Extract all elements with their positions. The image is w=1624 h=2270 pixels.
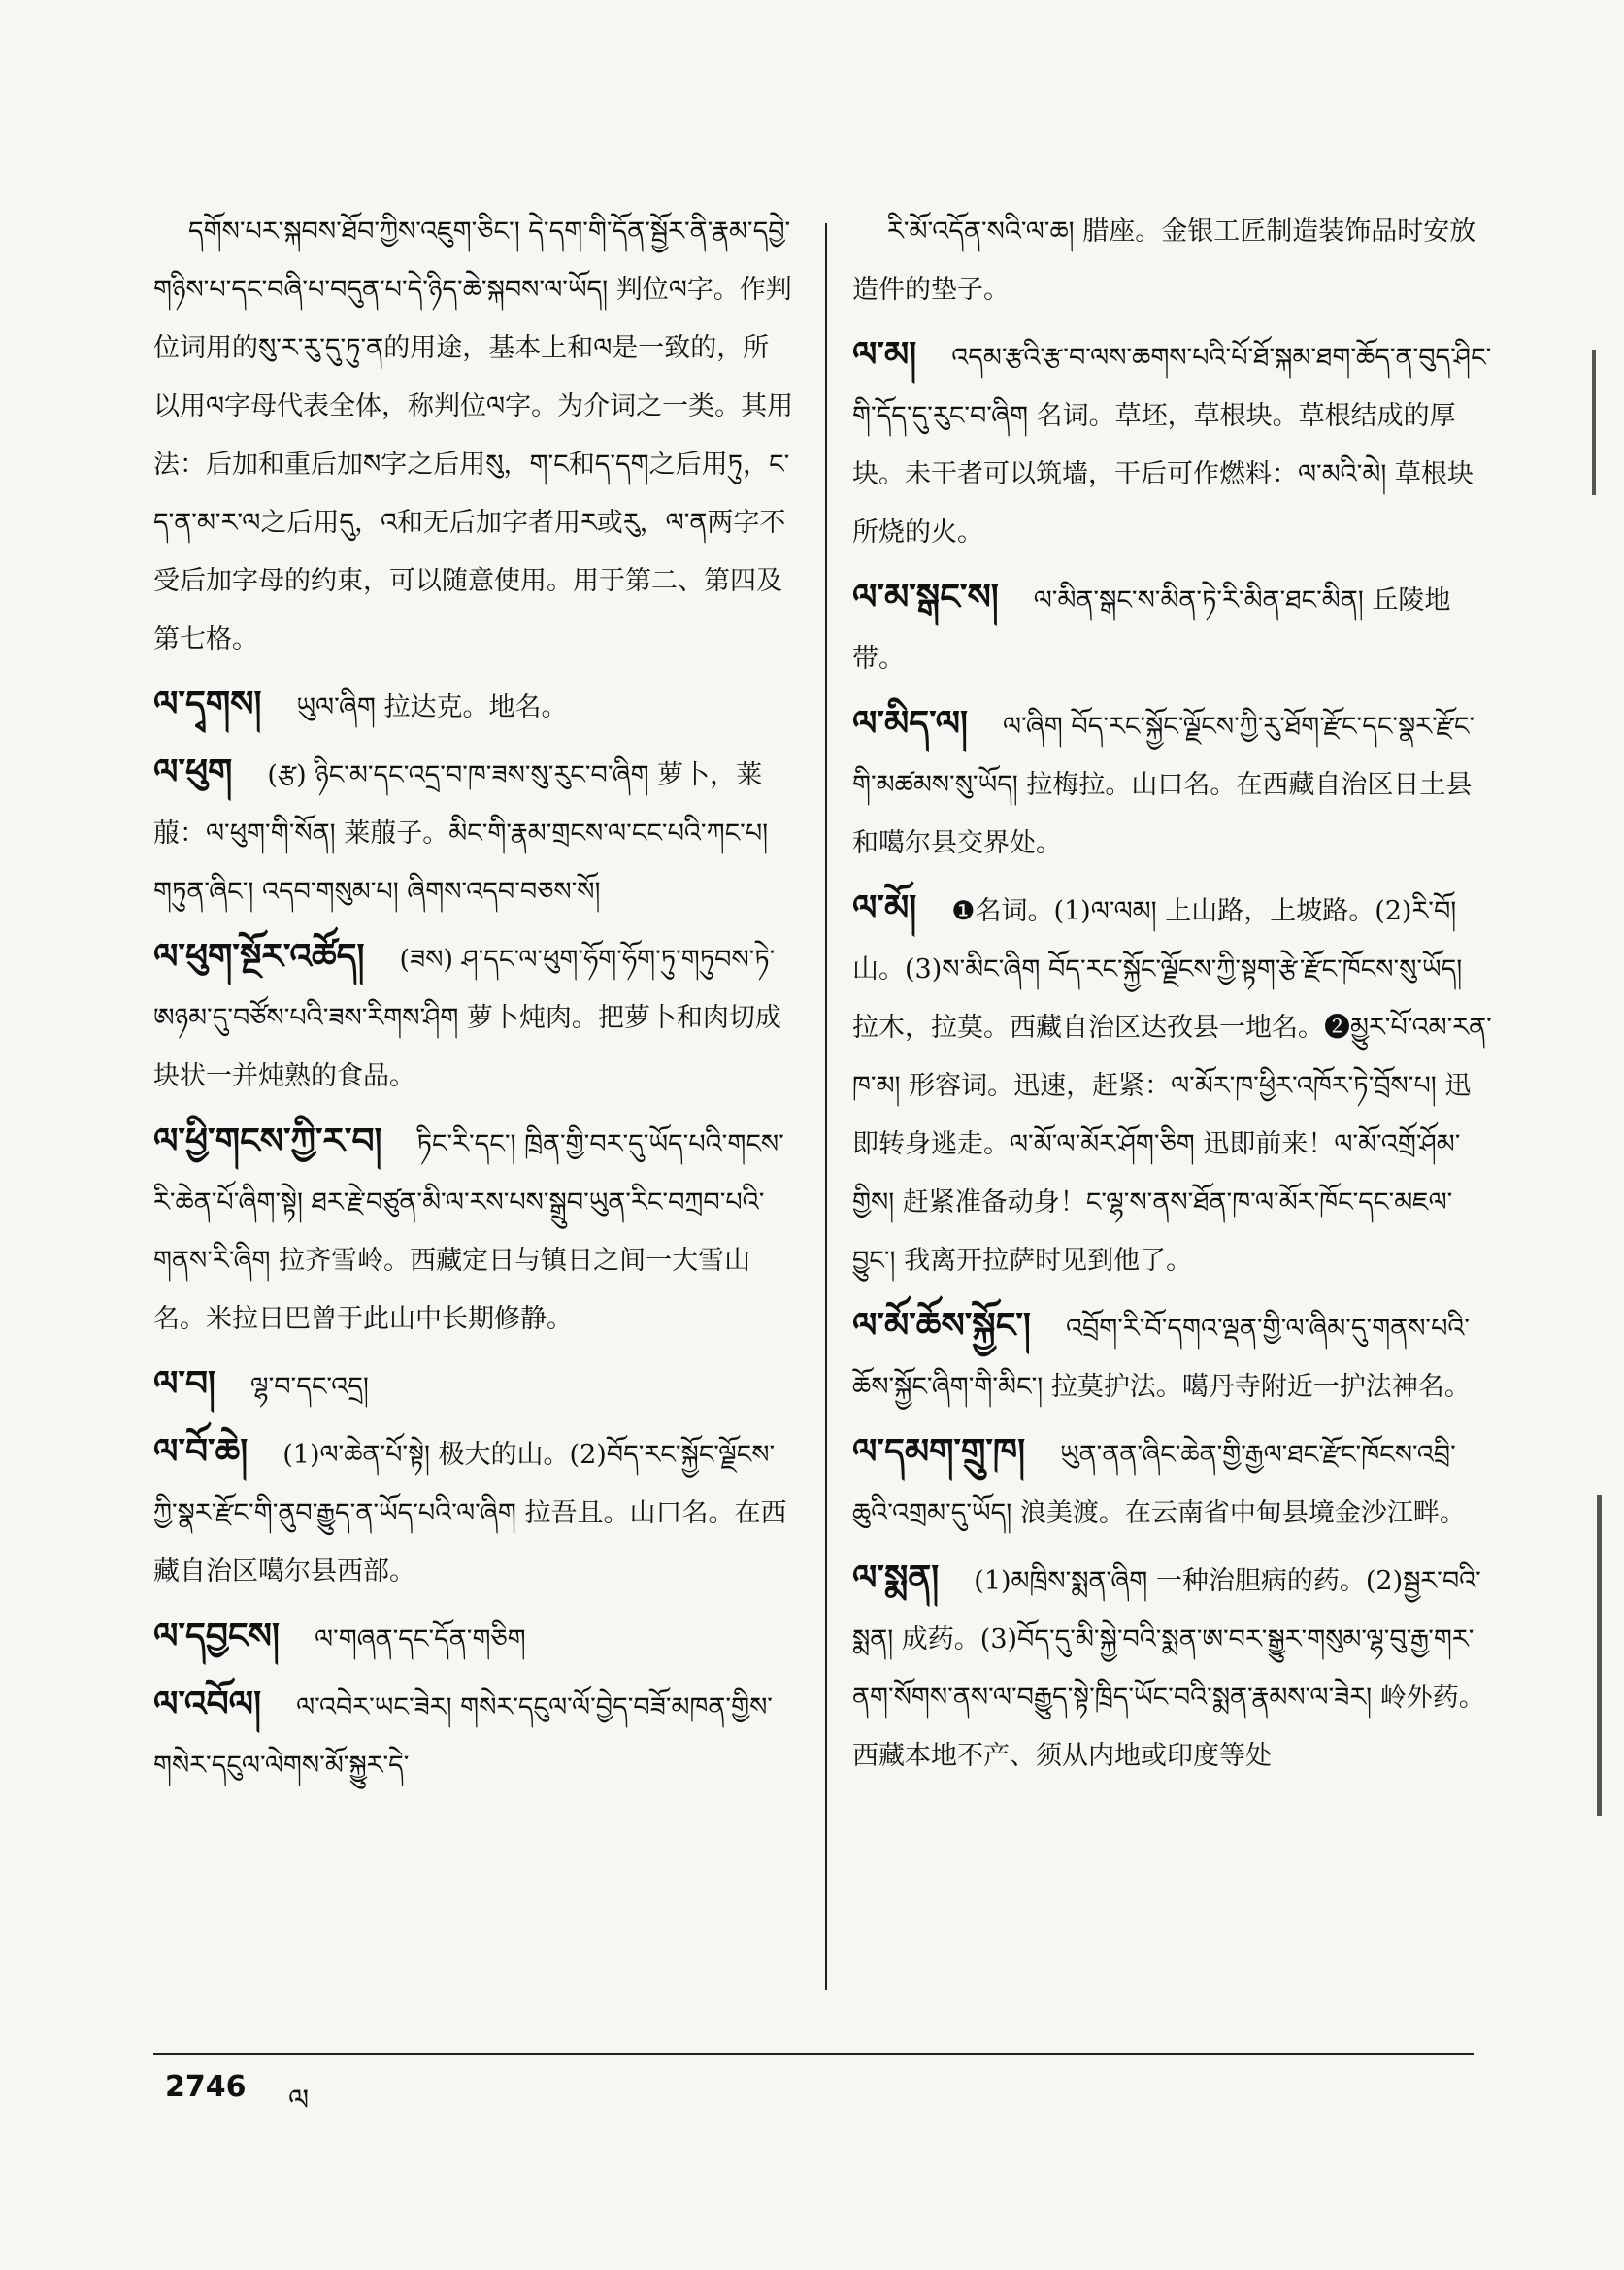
entry-text: (རྩ) ཉིང་མ་དང་འདྲ་བ་ཁ་ཟས་སུ་རུང་བ་ཞིག 萝卜，莱菔：ལ་ཕུག་གི་སོན། 莱菔子。མིང་གི་རྣམ་གྲངས་ལ་ངང་པའི་ཀང་པ། གཏུན་ཞིང་། འདབ་གསུམ་པ། ཞིགས་འདབ་བཅས་སོ། <box>153 760 769 907</box>
headword: ལ་ཕུག་སྔོར་འཚོད། <box>153 936 365 977</box>
entry-0 <box>153 199 794 669</box>
entry-text: ❶名词。(1)ལ་ལམ། 上山路，上坡路。(2)རི་བོ། 山。(3)ས་མིང་ཞིག བོད་རང་སྐྱོང་ལྗོངས་ཀྱི་སྟག་རྩེ་རྫོང་ཁོངས་སུ་ཡོད། 拉木，拉莫。西藏自治区达孜县一地名。❷མྱུར་པོ་འམ་རན་ཁ་མ། 形容词。迅速，赶紧：ལ་མོར་ཁ་ཕྱིར་འཁོར་ཏེ་བྲོས་པ། 迅即转身逃走。ལ་མོ་ལ་མོར་ཤོག་ཅིག 迅即前来！ལ་མོ་འགྲོ་ཤོམ་གྱིས། 赶紧准备动身！ང་ལྷ་ས་ནས་ཐོན་ཁ་ལ་མོར་ཁོང་དང་མཇལ་བྱུང་། 我离开拉萨时见到他了。 <box>852 896 1492 1276</box>
entry-6 <box>153 1422 794 1601</box>
entry-text: (ཟས) ཤ་དང་ལ་ཕུག་ཧོག་ཧོག་ཏུ་གཏུབས་ཏེ་ཨཉམ་དུ་བཙོས་པའི་ཟས་རིགས་ཤིག 萝卜炖肉。把萝卜和肉切成块状一并炖熟的食品。 <box>153 945 781 1091</box>
entry-text: ཏིང་རི་དང་། ཁྲིན་གྱི་བར་དུ་ཡོད་པའི་གངས་རི་ཆེན་པོ་ཞིག་སྟེ། ཐར་རྗེ་བཙུན་མི་ལ་རས་པས་སྒྲུབ་ཡུན་རིང་བཀྲབ་པའི་གནས་རི་ཞིག 拉齐雪岭。西藏定日与镇日之间一大雪山名。米拉日巴曾于此山中长期修静。 <box>153 1129 784 1334</box>
headword: ལ་མོ་ཆོས་སྐྱོང་། <box>852 1305 1031 1346</box>
section-letter: ལ <box>288 2084 310 2118</box>
entry-6 <box>852 1422 1493 1543</box>
headword: ལ་དམག་གྲུ་ཁ། <box>852 1431 1026 1472</box>
right-column <box>852 199 1493 1791</box>
entry-5 <box>153 1354 794 1417</box>
headword: ལ་ཕྱི་གངས་ཀྱི་ར་བ། <box>153 1120 382 1161</box>
headword: ལ་མོ། <box>852 887 917 928</box>
entry-text: (1)ལ་ཆེན་པོ་སྟེ། 极大的山。(2)བོད་རང་སྐྱོང་ལྗོངས་ཀྱི་སྣར་རྫོང་གི་ནུབ་རྒྱུད་ན་ཡོད་པའི་ལ་ཞིག 拉吾且。山口名。在西藏自治区噶尔县西部。 <box>153 1440 787 1586</box>
entry-2 <box>153 743 794 921</box>
entry-text: ཡུན་ནན་ཞིང་ཆེན་གྱི་རྒྱལ་ཐང་རྫོང་ཁོངས་འབྲི་ཆུའི་འགྲམ་དུ་ཡོད། 浪美渡。在云南省中甸县境金沙江畔。 <box>852 1440 1466 1528</box>
column-divider <box>825 223 827 1990</box>
entry-text: ལ་ཞིག བོད་རང་སྐྱོང་ལྗོངས་ཀྱི་རུ་ཐོག་རྫོང་དང་སྣར་རྫོང་གི་མཚམས་སུ་ཡོད། 拉梅拉。山口名。在西藏自治区日土县和噶尔县交界处。 <box>852 712 1475 858</box>
footer-rule <box>153 2053 1474 2055</box>
entry-5 <box>852 1296 1493 1417</box>
entry-0 <box>852 199 1493 319</box>
entry-text: ལ་གཞན་དང་དོན་གཅིག <box>314 1624 526 1654</box>
entry-text: ཡུལ་ཞིག 拉达克。地名。 <box>296 692 568 722</box>
entry-3 <box>852 694 1493 873</box>
headword: ལ་མིད་ལ། <box>852 703 968 744</box>
entry-text: ལྷ་བ་དང་འདྲ། <box>250 1372 369 1402</box>
entry-text: (1)མཁྲིས་སྨན་ཞིག 一种治胆病的药。(2)སྦྱར་བའི་སྨན། 成药。(3)བོད་དུ་མི་སྐྱེ་བའི་སྨན་ཨ་བར་སྒྱུར་གསུམ་ལྷ་བུ་རྒྱ་གར་ནག་སོགས་ནས་ལ་བརྒྱུད་སྟེ་ཁྲིད་ཡོང་བའི་སྨན་རྣམས་ལ་ཟེར། 岭外药。西藏本地不产、须从内地或印度等处 <box>852 1566 1485 1771</box>
left-column <box>153 199 794 1801</box>
entry-2 <box>852 568 1493 688</box>
entry-1 <box>852 325 1493 562</box>
entry-3 <box>153 927 794 1106</box>
entry-1 <box>153 675 794 737</box>
entry-7 <box>852 1549 1493 1786</box>
headword: ལ་མ་སྒང་ས། <box>852 577 999 618</box>
scan-edge-mark <box>1597 1495 1602 1816</box>
entry-text: ལ་འབེར་ཡང་ཟེར། གསེར་དངུལ་ལོ་བྱེད་བཟོ་མཁན་གྱིས་གསེར་དངུལ་ལེགས་མོ་སྐྱུར་དེ་ <box>153 1692 773 1781</box>
page-number: 2746 <box>165 2070 247 2104</box>
entry-text: རི་མོ་འདོན་སའི་ལ་ཆ། 腊座。金银工匠制造装饰品时安放造件的垫子。 <box>852 217 1476 305</box>
headword: ལ་ཕུག <box>153 751 233 792</box>
entry-text: འདམ་རྩའི་རྩ་བ་ལས་ཆགས་པའི་པོ་ཐོ་སྐམ་ཐག་ཆོད་ན་བུད་ཤིང་གི་དོད་དུ་རུང་བ་ཞིག 名词。草坯，草根块。草根结成的厚块。未干者可以筑墙，干后可作燃料：ལ་མའི་མེ། 草根块所烧的火。 <box>852 343 1492 548</box>
entry-4 <box>852 879 1493 1290</box>
scan-edge-mark <box>1592 350 1596 495</box>
entry-text: དགོས་པར་སྐབས་ཐོབ་ཀྱིས་འཇུག་ཅིང་། དེ་དག་གི་དོན་སྦྱོར་ནི་རྣམ་དབྱེ་གཉིས་པ་དང་བཞི་པ་བདུན་པ་དེ་ཉིད་ཆེ་སྐབས་ལ་ཡོད། 判位ལ字。作判位词用的སུ་ར་རུ་དུ་ཏུ་ན的用途，基本上和ལ是一致的，所以用ལ字母代表全体，称判位ལ字。为介词之一类。其用法：后加和重后加ས字之后用སུ，ག་ང和ད་དག之后用ཏུ，ང་ད་ན་མ་ར་ལ之后用དུ，འ和无后加字者用ར或རུ，ལ་ན两字不受后加字母的约束，可以随意使用。用于第二、第四及第七格。 <box>153 217 794 654</box>
entry-7 <box>153 1607 794 1669</box>
headword: ལ་བོ་ཆེ། <box>153 1431 249 1472</box>
headword: ལ་འབོལ། <box>153 1684 262 1724</box>
entry-4 <box>153 1112 794 1349</box>
headword: ལ་མ། <box>852 334 917 375</box>
headword: ལ་དབྱངས། <box>153 1616 280 1656</box>
headword: ལ་སྨན། <box>852 1557 940 1598</box>
entry-text: འབྲོག་རི་བོ་དགའ་ལྡན་གྱི་ལ་ཞིམ་དུ་གནས་པའི་ཆོས་སྐྱོང་ཞིག་གི་མིང་། 拉莫护法。噶丹寺附近一护法神名。 <box>852 1314 1471 1402</box>
entry-text: ལ་མིན་སྒང་ས་མིན་ཏེ་རི་མིན་ཐང་མིན། 丘陵地带。 <box>852 585 1451 674</box>
headword: ལ་བ། <box>153 1363 216 1404</box>
entry-8 <box>153 1675 794 1795</box>
headword: ལ་དྭགས། <box>153 684 262 724</box>
